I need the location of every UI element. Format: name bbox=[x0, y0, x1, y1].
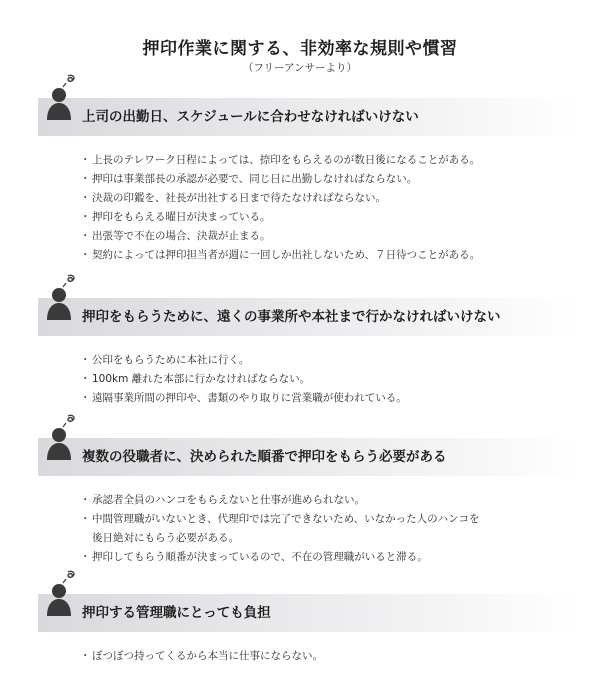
page-title: 押印作業に関する、非効率な規則や慣習 bbox=[142, 39, 458, 59]
section-schedule bbox=[38, 98, 578, 265]
section-heading: 上司の出勤日、スケジュールに合わせなければいけない bbox=[82, 109, 419, 125]
list-item: ・ 押印は事業部長の承認が必要で、同じ日に出勤しなければならない。 bbox=[80, 173, 418, 185]
bullet-list bbox=[80, 351, 578, 408]
stressed-person-icon bbox=[46, 274, 78, 332]
section-heading: 複数の役職者に、決められた順番で押印をもらう必要がある bbox=[82, 449, 447, 465]
section-travel bbox=[38, 298, 578, 408]
section-banner bbox=[38, 98, 578, 136]
list-item: ・ 押印をもらえる曜日が決まっている。 bbox=[80, 211, 271, 223]
section-banner bbox=[38, 298, 578, 336]
list-item: ・ 出張等で不在の場合、決裁が止まる。 bbox=[80, 230, 271, 242]
list-item: ・ 上長のテレワーク日程によっては、捺印をもらえるのが数日後になることがある。 bbox=[80, 154, 481, 166]
list-item: ・ 遠隔事業所間の押印や、書類のやり取りに営業職が使われている。 bbox=[80, 392, 407, 404]
list-item: ・ 押印してもらう順番が決まっているので、不在の管理職がいると滞る。 bbox=[80, 551, 428, 563]
list-item: ・ 中間管理職がいないとき、代理印では完了できないため、いなかった人のハンコを 後日絶対にもらう必要がある。 bbox=[80, 510, 578, 548]
page-subtitle: （フリーアンサーより） bbox=[242, 62, 358, 74]
section-heading: 押印をもらうために、遠くの事業所や本社まで行かなければいけない bbox=[82, 309, 501, 325]
stressed-person-icon bbox=[46, 570, 78, 628]
section-order bbox=[38, 438, 578, 567]
list-item: ・ ぼつぼつ持ってくるから本当に仕事にならない。 bbox=[80, 650, 323, 662]
section-banner bbox=[38, 438, 578, 476]
section-heading: 押印する管理職にとっても負担 bbox=[82, 605, 271, 621]
list-item: ・ 公印をもらうために本社に行く。 bbox=[80, 354, 250, 366]
list-item: ・ 決裁の印鑑を、社長が出社する日まで待たなければならない。 bbox=[80, 192, 386, 204]
bullet-list bbox=[80, 647, 578, 666]
list-item-continuation: 後日絶対にもらう必要がある。 bbox=[92, 532, 239, 544]
list-item: ・ 承認者全員のハンコをもらえないと仕事が進められない。 bbox=[80, 494, 365, 506]
section-banner bbox=[38, 594, 578, 632]
list-item: ・ 100km 離れた本部に行かなければならない。 bbox=[80, 373, 311, 385]
list-item: ・ 契約によっては押印担当者が週に一回しか出社しないため、７日待つことがある。 bbox=[80, 249, 481, 261]
bullet-list bbox=[80, 151, 578, 265]
section-burden bbox=[38, 594, 578, 666]
stressed-person-icon bbox=[46, 414, 78, 472]
stressed-person-icon bbox=[46, 74, 78, 132]
bullet-list bbox=[80, 491, 578, 567]
